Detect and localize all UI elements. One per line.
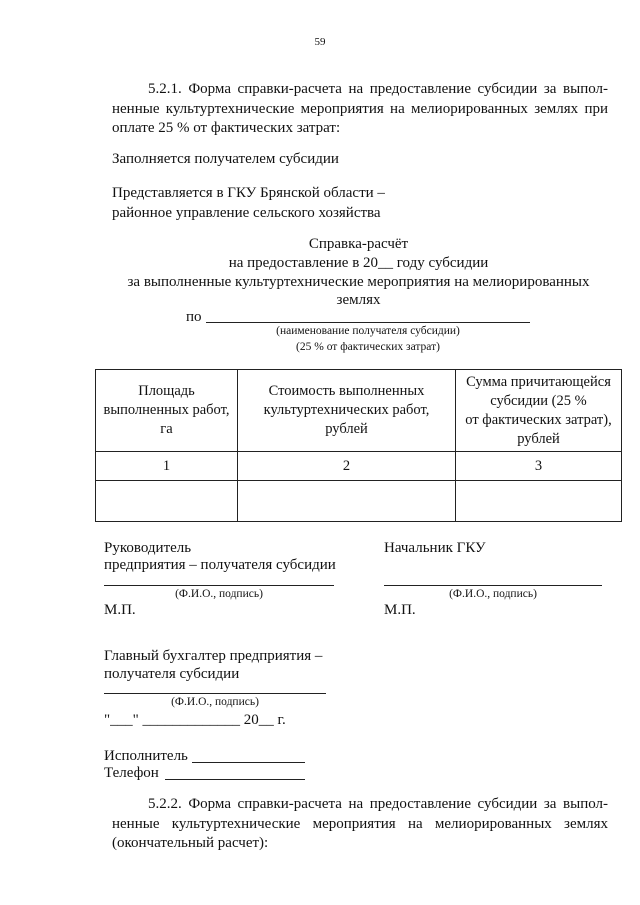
phone-field[interactable] (165, 779, 305, 780)
column-number: 2 (238, 452, 456, 481)
table-header-row (96, 370, 622, 452)
header-text: Площадь (138, 383, 195, 399)
recipient-caption: (наименование получателя субсидии) (276, 325, 460, 337)
section-5-2-1-paragraph (112, 80, 608, 139)
header-text: рублей (517, 430, 560, 447)
gku-signature-line[interactable] (384, 585, 602, 586)
paragraph-line: 5.2.2. Форма справки-расчета на предоставление субсидии за выпол- (148, 796, 608, 812)
paragraph-line: ненные культуртехнические мероприятия на мелиорированных землях (112, 815, 608, 832)
head-signature-line[interactable] (104, 585, 334, 586)
calculation-table (95, 369, 622, 522)
gku-head-title: Начальник ГКУ (384, 540, 486, 556)
header-cell-subsidy (456, 370, 622, 452)
paragraph-line: 5.2.1. Форма справки-расчета на предоставление субсидии за выпол- (148, 81, 608, 97)
header-text: га (160, 421, 173, 437)
page-number: 59 (314, 36, 326, 48)
data-cell-cost[interactable] (238, 481, 456, 522)
paragraph-line: оплате 25 % от фактических затрат: (112, 120, 341, 136)
head-seal-label: М.П. (104, 602, 136, 618)
filled-by-note: Заполняется получателем субсидии (112, 151, 339, 167)
accountant-signature-line[interactable] (104, 693, 326, 694)
po-label: по (186, 309, 202, 325)
recipient-name-line[interactable] (206, 322, 530, 323)
header-text: субсидии (25 % (490, 392, 587, 409)
header-text: Сумма причитающейся (466, 373, 611, 390)
column-number: 3 (456, 452, 622, 481)
paragraph-line: (окончательный расчет): (112, 835, 269, 851)
header-text: от фактических затрат), (465, 411, 612, 428)
section-5-2-2-paragraph (112, 795, 608, 854)
head-fio-caption: (Ф.И.О., подпись) (175, 588, 263, 600)
accountant-title-line-1: Главный бухгалтер предприятия – (104, 648, 323, 664)
header-cell-area (96, 370, 238, 452)
table-data-row (96, 481, 622, 522)
gku-seal-label: М.П. (384, 602, 416, 618)
accountant-fio-caption: (Ф.И.О., подпись) (171, 696, 259, 708)
form-title: Справка-расчёт (308, 236, 409, 252)
data-cell-area[interactable] (96, 481, 238, 522)
gku-fio-caption: (Ф.И.О., подпись) (449, 588, 537, 600)
phone-label: Телефон (104, 765, 159, 781)
submitted-to-line-2: районное управление сельского хозяйства (112, 205, 381, 221)
executor-label: Исполнитель (104, 748, 188, 764)
header-cell-cost (238, 370, 456, 452)
table-number-row (96, 452, 622, 481)
date-line[interactable]: "___" _____________ 20__ г. (104, 712, 286, 728)
percent-caption: (25 % от фактических затрат) (296, 341, 440, 353)
head-title-line-1: Руководитель (104, 540, 192, 556)
accountant-title-line-2: получателя субсидии (104, 666, 240, 682)
head-title-line-2: предприятия – получателя субсидии (104, 557, 336, 573)
header-text: культуртехнических работ, (263, 402, 430, 418)
paragraph-line: ненные культуртехнические мероприятия на мелиорированных землях при (112, 100, 608, 117)
form-title-line-4: землях (336, 292, 381, 308)
data-cell-subsidy[interactable] (456, 481, 622, 522)
executor-field[interactable] (192, 762, 305, 763)
form-title-line-2: на предоставление в 20__ году субсидии (228, 255, 489, 271)
header-text: выполненных работ, (103, 402, 230, 418)
form-title-line-3: за выполненные культуртехнические мероприятия на мелиорированных (127, 274, 590, 290)
column-number: 1 (96, 452, 238, 481)
header-text: Стоимость выполненных (268, 383, 425, 399)
submitted-to-line-1: Представляется в ГКУ Брянской области – (112, 185, 385, 201)
header-text: рублей (325, 421, 368, 437)
